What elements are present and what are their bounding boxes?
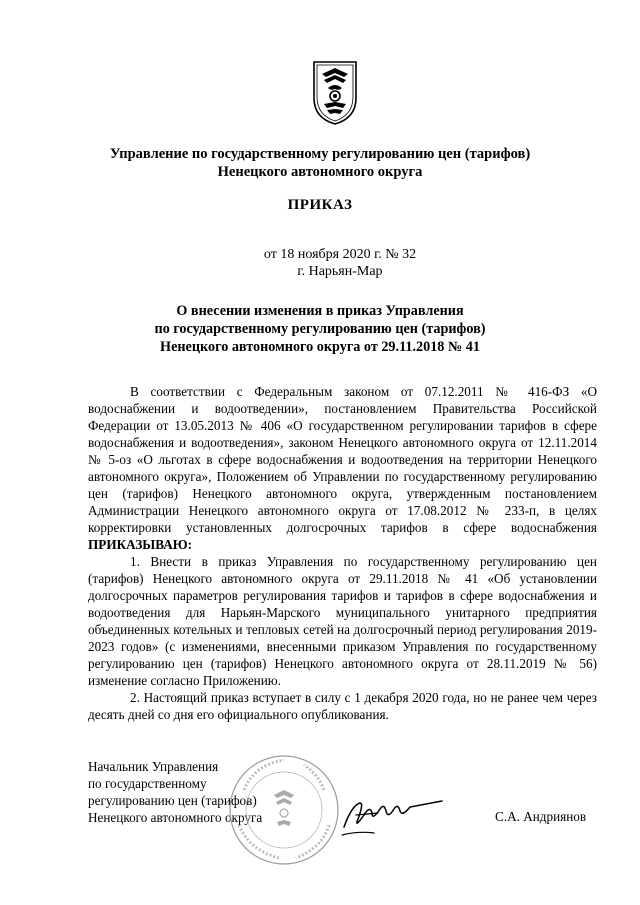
city: г. Нарьян-Мар — [297, 264, 383, 279]
document-subject — [60, 302, 580, 356]
signatory-line-4: Ненецкого автономного округа — [88, 810, 263, 825]
order-item-2: 2. Настоящий приказ вступает в силу с 1 декабря 2020 года, но не ранее чем через десять дней со дня его официального опубликования. — [88, 690, 597, 722]
document-title: ПРИКАЗ — [287, 197, 353, 213]
preamble-paragraph — [88, 383, 597, 553]
subject-line-2: по государственному регулированию цен (тарифов) — [154, 321, 486, 337]
signer-name: С.А. Андриянов — [495, 809, 587, 824]
handwritten-signature-icon — [338, 785, 448, 840]
organization-line-2: Ненецкого автономного округа — [217, 164, 423, 180]
document-meta — [60, 246, 620, 280]
official-seal-icon — [224, 750, 344, 870]
document-body — [88, 383, 597, 723]
signatory-line-3: регулированию цен (тарифов) — [88, 793, 257, 808]
order-word: ПРИКАЗЫВАЮ: — [88, 537, 192, 552]
signatory-line-1: Начальник Управления — [88, 759, 219, 774]
preamble-text: В соответствии с Федеральным законом от 07.12.2011 № 416-ФЗ «О водоснабжении и водоотведении», постановлением Правительства Российской Федерации от 13.05.2013 № 406 «О государственном регулировании тарифов в сфере водоснабжения и водоотведения», законом Ненецкого автономного округа от 12.11.2014 № 5-оз «О льготах в сфере водоснабжения и водоотведения на территории Ненецкого автономного округа», Положением об Управлении по государственному регулированию цен (тарифов) Ненецкого автономного округа, утвержденным постановлением Администрации Ненецкого автономного округа от 17.08.2012 № 233-п, в целях корректировки установленных долгосрочных тарифов в сфере водоснабжения — [88, 384, 597, 535]
organization-name — [60, 145, 580, 181]
order-item-1: 1. Внести в приказ Управления по государственному регулированию цен (тарифов) Ненецкого автономного округа от 29.11.2018 № 41 «Об установлении долгосрочных параметров регулирования тарифов и тарифов в сфере водоснабжения и водоотведения для Нарьян-Марского муниципального унитарного предприятия объединенных котельных и тепловых сетей на долгосрочный период регулирования 2019-2023 годов» (с изменениями, внесенными приказом Управления по государственному регулированию цен (тарифов) Ненецкого автономного округа от 28.11.2019 № 56) изменение согласно Приложению. — [88, 554, 597, 688]
coat-of-arms-icon — [310, 58, 360, 126]
signatory-line-2: по государственному — [88, 776, 207, 791]
organization-line-1: Управление по государственному регулированию цен (тарифов) — [109, 146, 531, 162]
subject-line-3: Ненецкого автономного округа от 29.11.2018 № 41 — [160, 339, 480, 355]
date-number: от 18 ноября 2020 г. № 32 — [263, 247, 417, 262]
subject-line-1: О внесении изменения в приказ Управления — [176, 303, 464, 319]
